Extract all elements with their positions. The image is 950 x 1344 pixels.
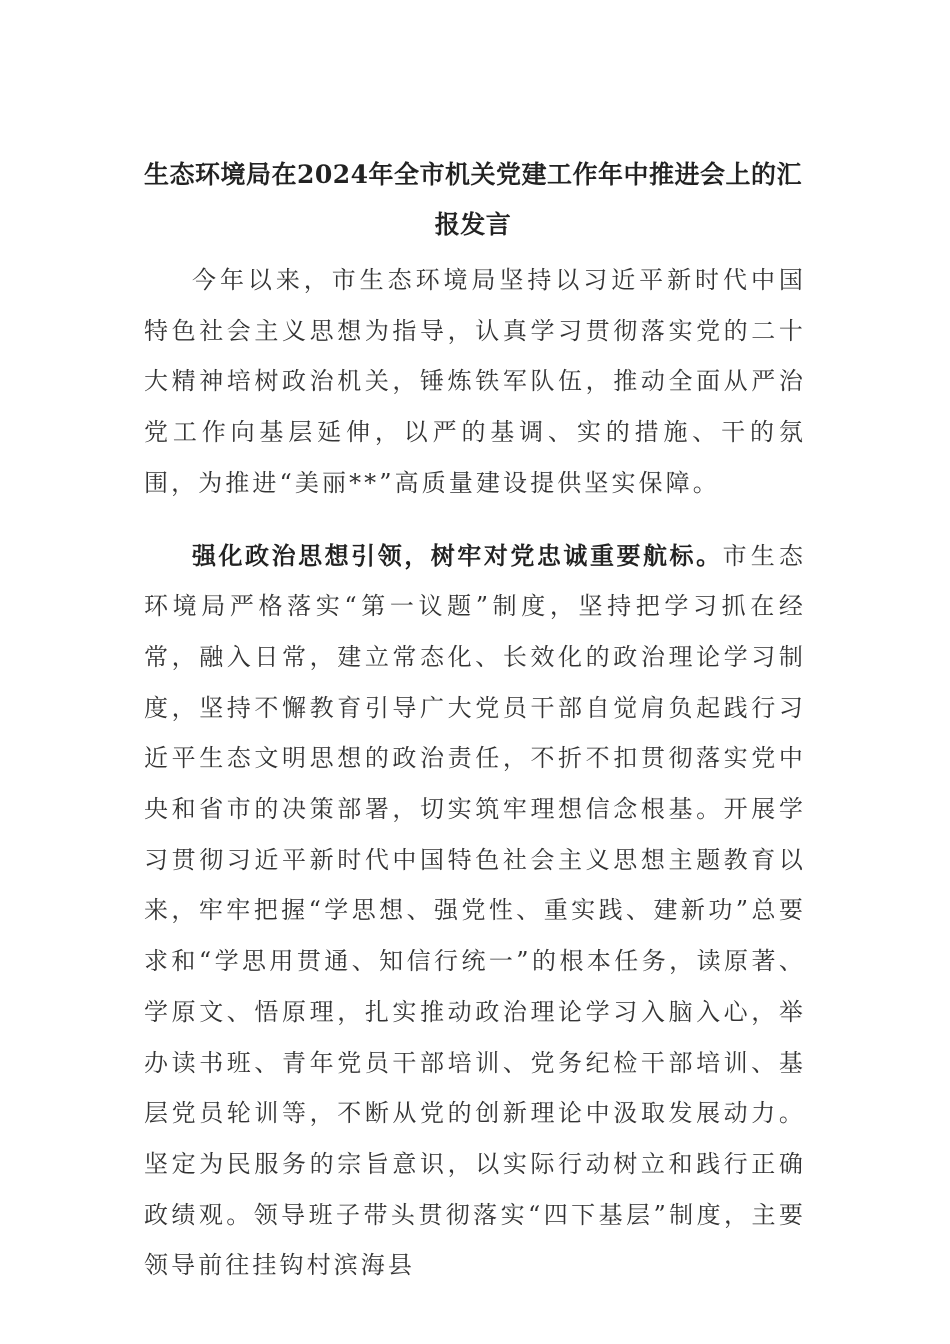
intro-paragraph-text: 今年以来，市生态环境局坚持以习近平新时代中国特色社会主义思想为指导，认真学习贯彻落实党的二十大精神培树政治机关，锤炼铁军队伍，推动全面从严治党工作向基层延伸，以严的基调、实的措施、干的氛围，为推进“美丽**”高质量建设提供坚实保障。 (144, 266, 806, 497)
intro-paragraph (144, 255, 806, 509)
document-page (144, 150, 806, 1291)
section-paragraph (144, 531, 806, 1292)
section-paragraph-text: 市生态环境局严格落实“第一议题”制度，坚持把学习抓在经常，融入日常，建立常态化、长效化的政治理论学习制度，坚持不懈教育引导广大党员干部自觉肩负起践行习近平生态文明思想的政治责任，不折不扣贯彻落实党中央和省市的决策部署，切实筑牢理想信念根基。开展学习贯彻习近平新时代中国特色社会主义思想主题教育以来，牢牢把握“学思想、强党性、重实践、建新功”总要求和“学思用贯通、知信行统一”的根本任务，读原著、学原文、悟原理，扎实推动政治理论学习入脑入心，举办读书班、青年党员干部培训、党务纪检干部培训、基层党员轮训等，不断从党的创新理论中汲取发展动力。坚定为民服务的宗旨意识，以实际行动树立和践行正确政绩观。领导班子带头贯彻落实“四下基层”制度，主要领导前往挂钩村滨海县 (144, 541, 806, 1280)
document-title: 生态环境局在2024年全市机关党建工作年中推进会上的汇报发言 (143, 160, 803, 239)
section-heading: 强化政治思想引领，树牢对党忠诚重要航标。 (192, 540, 723, 570)
